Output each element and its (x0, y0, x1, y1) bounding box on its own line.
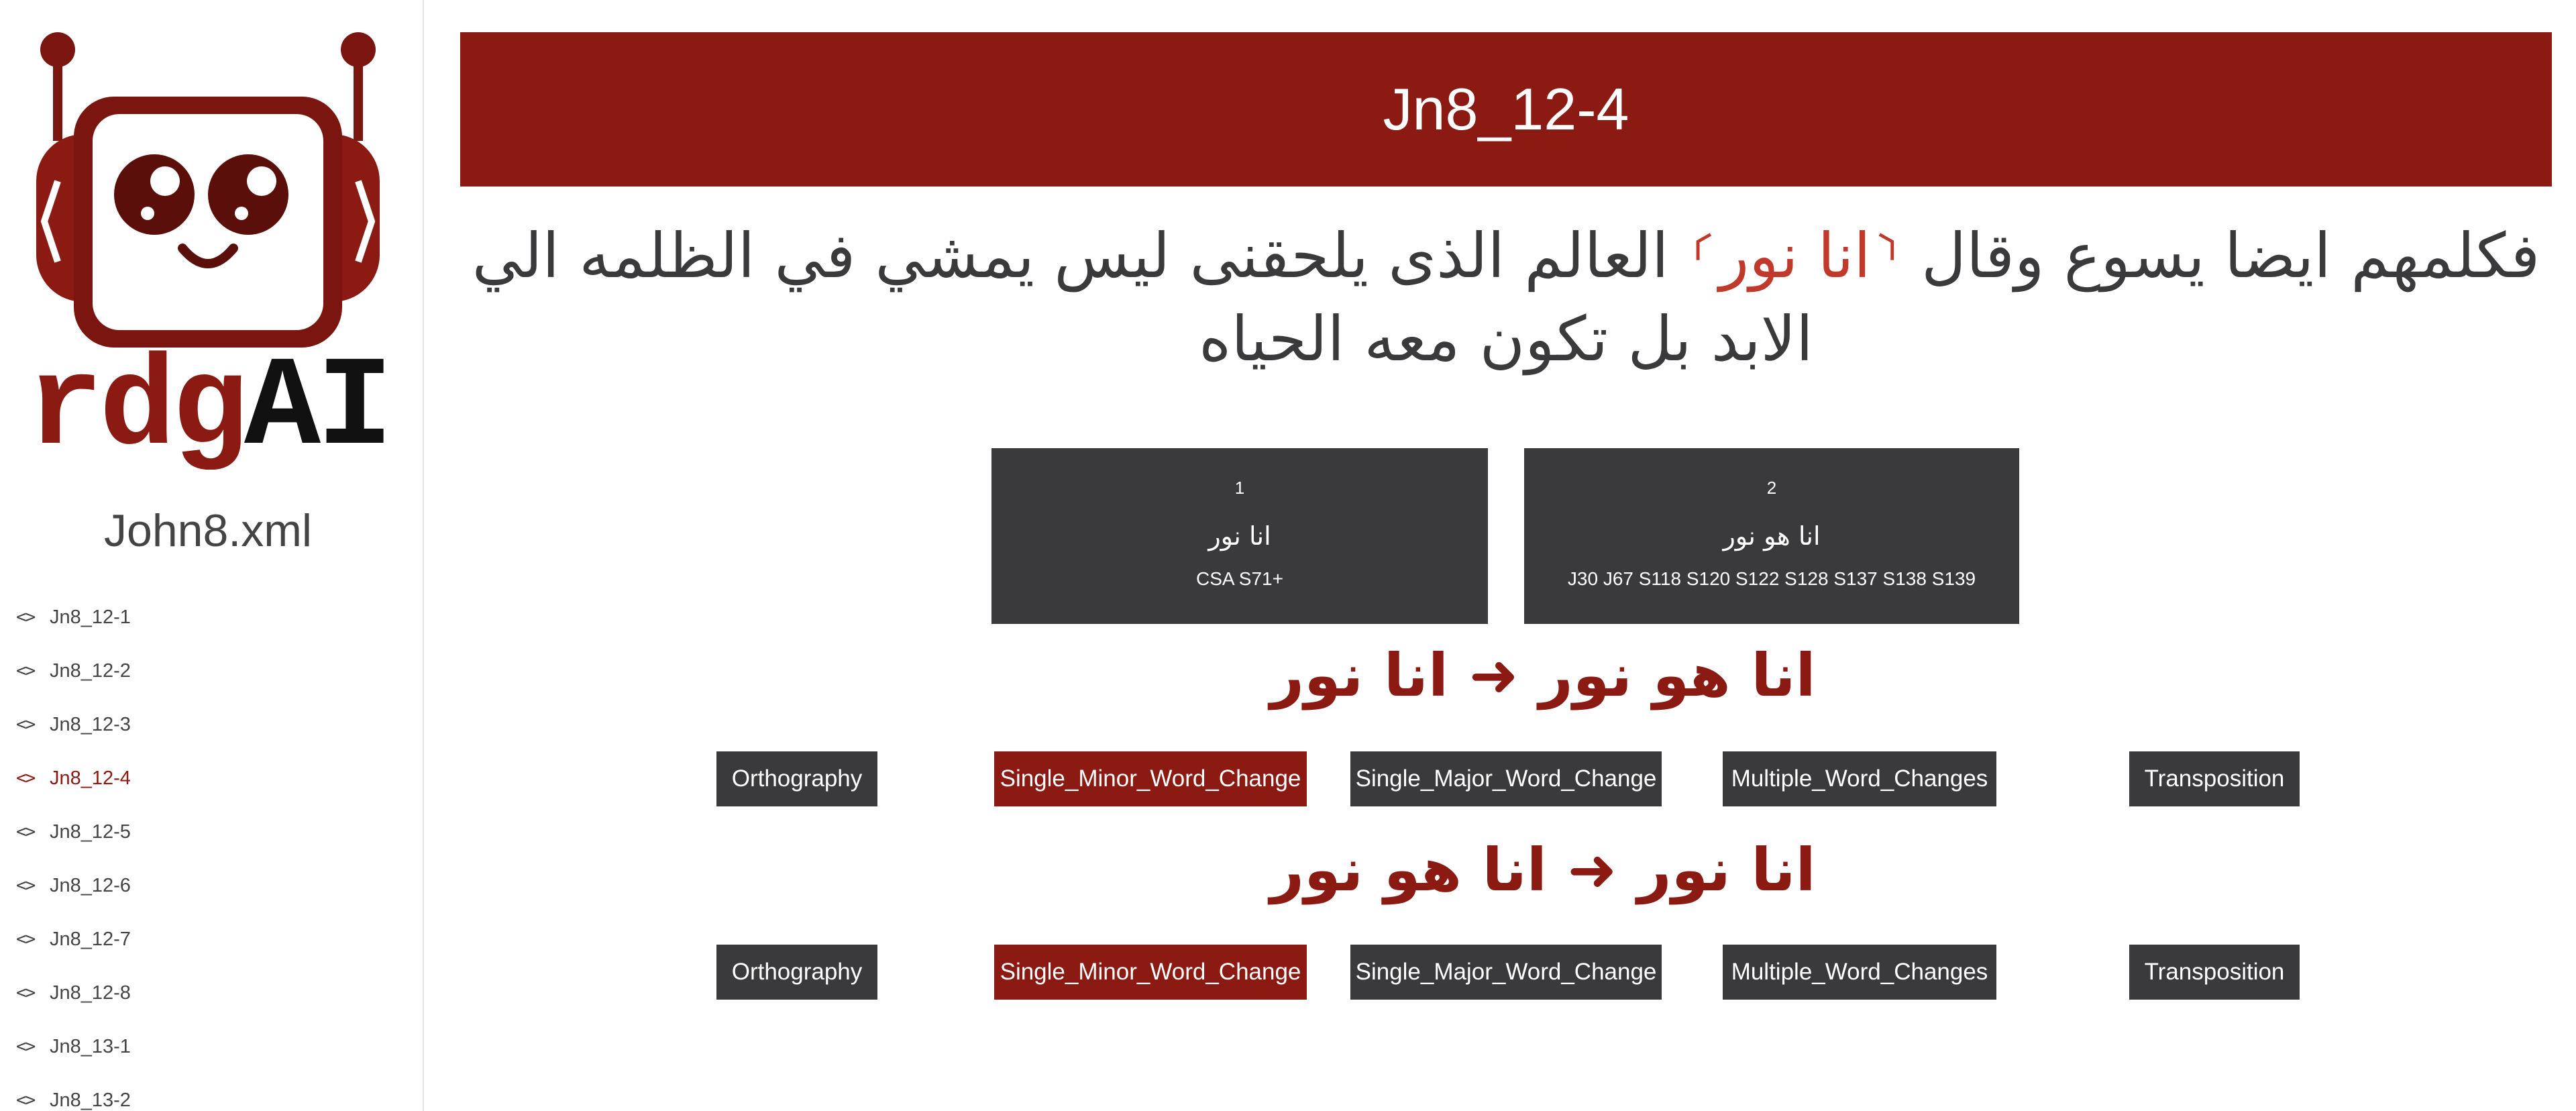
single-major-word-change-button[interactable]: Single_Major_Word_Change (1350, 751, 1662, 806)
reading-witnesses: CSA S71+ (1196, 568, 1283, 589)
single-major-word-change-button[interactable]: Single_Major_Word_Change (1350, 945, 1662, 1000)
multiple-word-changes-button[interactable]: Multiple_Word_Changes (1723, 945, 1996, 1000)
code-icon: <> (16, 1090, 35, 1110)
code-icon: <> (16, 607, 35, 627)
reading-text: انا نور (1208, 521, 1271, 551)
nav-item-jn8-13-1[interactable]: <> Jn8_13-1 (16, 1020, 131, 1073)
nav-item-jn8-12-3[interactable]: <> Jn8_12-3 (16, 698, 131, 751)
orthography-button[interactable]: Orthography (716, 945, 877, 1000)
nav-item-jn8-13-2[interactable]: <> Jn8_13-2 (16, 1073, 131, 1111)
nav-item-jn8-12-8[interactable]: <> Jn8_12-8 (16, 966, 131, 1020)
code-icon: <> (16, 876, 35, 896)
nav-item-jn8-12-6[interactable]: <> Jn8_12-6 (16, 859, 131, 912)
code-icon: <> (16, 661, 35, 681)
page-title-text: Jn8_12-4 (1383, 76, 1629, 142)
page-title (460, 32, 2552, 187)
reading-number: 2 (1766, 478, 1777, 498)
verse-before: فكلمهم ايضا يسوع وقال (1901, 220, 2540, 292)
transposition-button[interactable]: Transposition (2129, 945, 2300, 1000)
reading-card-1[interactable] (991, 448, 1488, 624)
nav-item-jn8-12-4[interactable]: <> Jn8_12-4 (16, 751, 131, 805)
nav-item-jn8-12-5[interactable]: <> Jn8_12-5 (16, 805, 131, 859)
single-minor-word-change-button[interactable]: Single_Minor_Word_Change (994, 945, 1307, 1000)
code-icon: <> (16, 715, 35, 735)
code-icon: <> (16, 983, 35, 1003)
sidebar (0, 0, 424, 1111)
code-icon: <> (16, 929, 35, 949)
transition-label-1: انا هو نور ➜ انا نور (1270, 641, 1816, 710)
nav-item-jn8-12-1[interactable]: <> Jn8_12-1 (16, 590, 131, 644)
orthography-button[interactable]: Orthography (716, 751, 877, 806)
reading-text: انا هو نور (1723, 521, 1821, 551)
nav-item-jn8-12-2[interactable]: <> Jn8_12-2 (16, 644, 131, 698)
reading-card-2[interactable] (1524, 448, 2019, 624)
code-icon: <> (16, 1037, 35, 1057)
reading-number: 1 (1234, 478, 1245, 498)
transposition-button[interactable]: Transposition (2129, 751, 2300, 806)
reading-witnesses: J30 J67 S118 S120 S122 S128 S137 S138 S139 (1567, 568, 1976, 589)
verse-after: العالم الذى يلحقنى ليس يمشي في الظلمه الي الابد بل تكون معه الحياه (472, 220, 1813, 375)
transition-label-2: انا نور ➜ انا هو نور (1270, 835, 1816, 904)
svg-text:rdgAI: rdgAI (27, 337, 389, 470)
nav-item-jn8-12-7[interactable]: <> Jn8_12-7 (16, 912, 131, 966)
single-minor-word-change-button[interactable]: Single_Minor_Word_Change (994, 751, 1307, 806)
verse-nav (16, 590, 131, 1111)
multiple-word-changes-button[interactable]: Multiple_Word_Changes (1723, 751, 1996, 806)
robot-logo-icon (27, 27, 389, 470)
verse-highlight: ⸂انا نور⸃ (1688, 220, 1902, 292)
code-icon: <> (16, 822, 35, 842)
code-icon: <> (16, 768, 35, 788)
file-name: John8.xml (104, 505, 312, 556)
verse-text (470, 215, 2542, 381)
